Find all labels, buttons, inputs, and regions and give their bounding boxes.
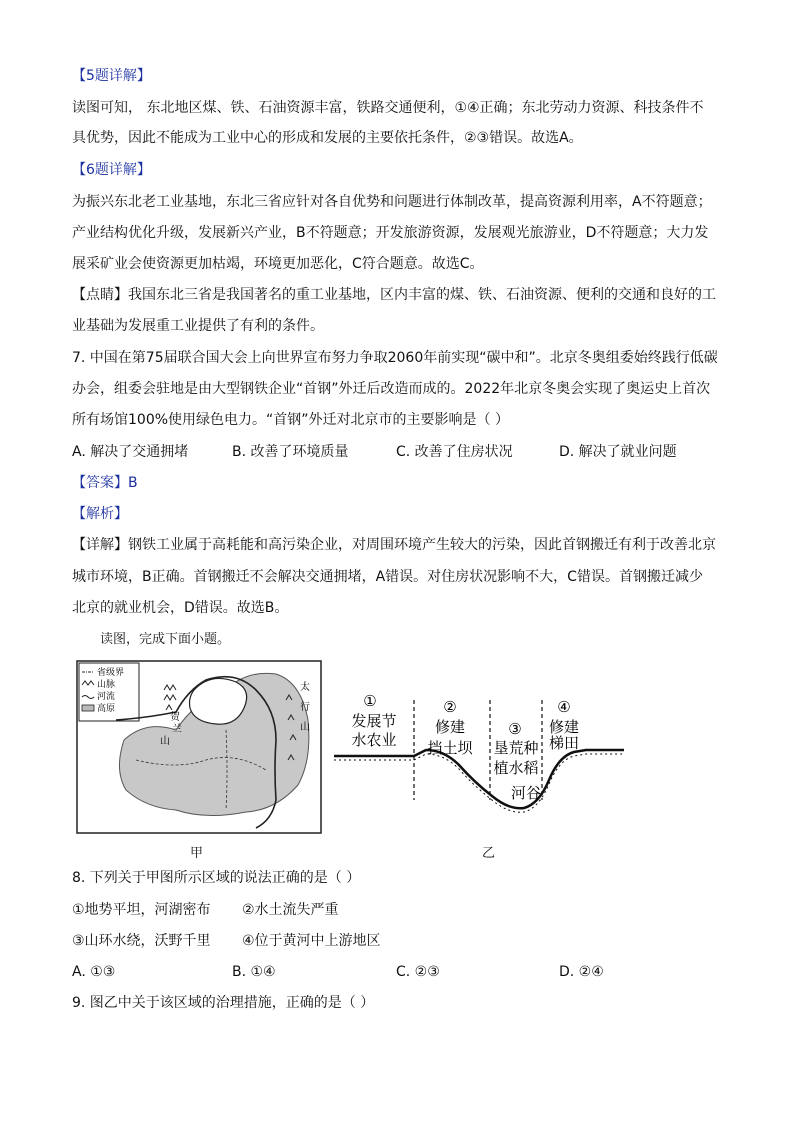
map-jia-caption: 甲 bbox=[190, 846, 204, 861]
section6-header: 【6题详解】 bbox=[72, 162, 151, 178]
q7-option-d: D. 解决了就业问题 bbox=[559, 444, 677, 460]
terrain-profile bbox=[334, 750, 624, 808]
step2-label-1: 修建 bbox=[434, 718, 466, 736]
q8-option-a: A. ①③ bbox=[72, 964, 116, 980]
step4-number: ④ bbox=[557, 698, 571, 716]
section5-header: 【5题详解】 bbox=[72, 68, 151, 84]
diagram-yi-svg bbox=[334, 690, 624, 835]
q7-option-b: B. 改善了环境质量 bbox=[232, 444, 349, 460]
label-lan: 兰 bbox=[172, 724, 182, 735]
q7-detail-2: 城市环境，B正确。首钢搬迁不会解决交通拥堵，A错误。对住房状况影响不大，C错误。首钢搬迁减少 bbox=[72, 569, 703, 585]
q7-option-a: A. 解决了交通拥堵 bbox=[72, 444, 189, 460]
legend-river: 河流 bbox=[97, 692, 116, 702]
q8-statement-3: ③山环水绕，沃野千里 bbox=[72, 933, 211, 949]
map-jia-svg bbox=[76, 660, 322, 834]
label-xing: 行 bbox=[300, 702, 310, 713]
step3-label-1: 垦荒种 bbox=[493, 739, 539, 757]
step2-number: ② bbox=[443, 698, 457, 716]
step3-label-2: 植水稻 bbox=[493, 759, 539, 777]
legend-provincial-border: 省级界 bbox=[97, 668, 125, 678]
legend-plateau: 高原 bbox=[97, 704, 116, 714]
q8-option-b: B. ①④ bbox=[232, 964, 276, 980]
q7-stem-3: 所有场馆100%使用绿色电力。“首钢”外迁对北京市的主要影响是（ ） bbox=[72, 412, 509, 428]
q7-stem-1: 7. 中国在第75届联合国大会上向世界宣布努力争取2060年前实现“碳中和”。北京冬奥组委始终践行低碳 bbox=[72, 350, 718, 366]
step4-label-1: 修建 bbox=[548, 718, 580, 736]
step2-label-2: 挡土坝 bbox=[427, 739, 473, 757]
label-shan: 山 bbox=[160, 736, 170, 747]
q7-analysis-label: 【解析】 bbox=[72, 506, 128, 522]
q7-detail-1: 【详解】钢铁工业属于高耗能和高污染企业，对周围环境产生较大的污染，因此首钢搬迁有利于改善北京 bbox=[72, 537, 716, 553]
q9-stem: 9. 图乙中关于该区域的治理措施，正确的是（ ） bbox=[72, 995, 375, 1011]
dianjing-p2: 业基础为发展重工业提供了有利的条件。 bbox=[72, 318, 324, 334]
q8-statement-4: ④位于黄河中上游地区 bbox=[242, 933, 381, 949]
q7-answer: 【答案】B bbox=[72, 475, 138, 491]
diagram-yi bbox=[334, 690, 624, 835]
map-jia bbox=[76, 660, 322, 834]
valley-label: 河谷 bbox=[510, 784, 542, 802]
diagram-yi-caption: 乙 bbox=[482, 846, 496, 861]
q8-option-c: C. ②③ bbox=[396, 964, 440, 980]
q7-option-c: C. 改善了住房状况 bbox=[396, 444, 513, 460]
q7-stem-2: 办会，组委会驻地是由大型钢铁企业“首钢”外迁后改造而成的。2022年北京冬奥会实现了奥运史上首次 bbox=[72, 381, 711, 397]
q8-statement-2: ②水土流失严重 bbox=[242, 902, 339, 918]
q8-option-d: D. ②④ bbox=[559, 964, 604, 980]
legend-mountain: 山脉 bbox=[97, 680, 116, 690]
step1-number: ① bbox=[363, 692, 377, 710]
step3-number: ③ bbox=[508, 720, 522, 738]
label-tai: 太 bbox=[300, 682, 310, 693]
section6-p2: 产业结构优化升级，发展新兴产业，B不符题意；开发旅游资源，发展观光旅游业，D不符题意；大力发 bbox=[72, 225, 709, 241]
label-he: 贺 bbox=[170, 712, 180, 723]
section5-p2: 具优势，因此不能成为工业中心的形成和发展的主要依托条件，②③错误。故选A。 bbox=[72, 130, 583, 146]
q8-statement-1: ①地势平坦，河湖密布 bbox=[72, 902, 211, 918]
label-shan-2: 山 bbox=[300, 722, 310, 733]
section5-p1: 读图可知， 东北地区煤、铁、石油资源丰富，铁路交通便利，①④正确；东北劳动力资源、科技条件不 bbox=[72, 100, 704, 116]
section6-p1: 为振兴东北老工业基地，东北三省应针对各自优势和问题进行体制改革，提高资源利用率，A不符题意； bbox=[72, 194, 712, 210]
step1-label-1: 发展节 bbox=[351, 712, 397, 730]
section6-p3: 展采矿业会使资源更加枯竭，环境更加恶化，C符合题意。故选C。 bbox=[72, 256, 484, 272]
figure-intro: 读图，完成下面小题。 bbox=[100, 632, 231, 647]
q8-stem: 8. 下列关于甲图所示区域的说法正确的是（ ） bbox=[72, 870, 361, 886]
step1-label-2: 水农业 bbox=[351, 731, 397, 749]
dianjing-p1: 【点睛】我国东北三省是我国著名的重工业基地，区内丰富的煤、铁、石油资源、便利的交通和良好的工 bbox=[72, 287, 716, 303]
step4-label-2: 梯田 bbox=[548, 734, 580, 752]
q7-detail-3: 北京的就业机会，D错误。故选B。 bbox=[72, 600, 289, 616]
